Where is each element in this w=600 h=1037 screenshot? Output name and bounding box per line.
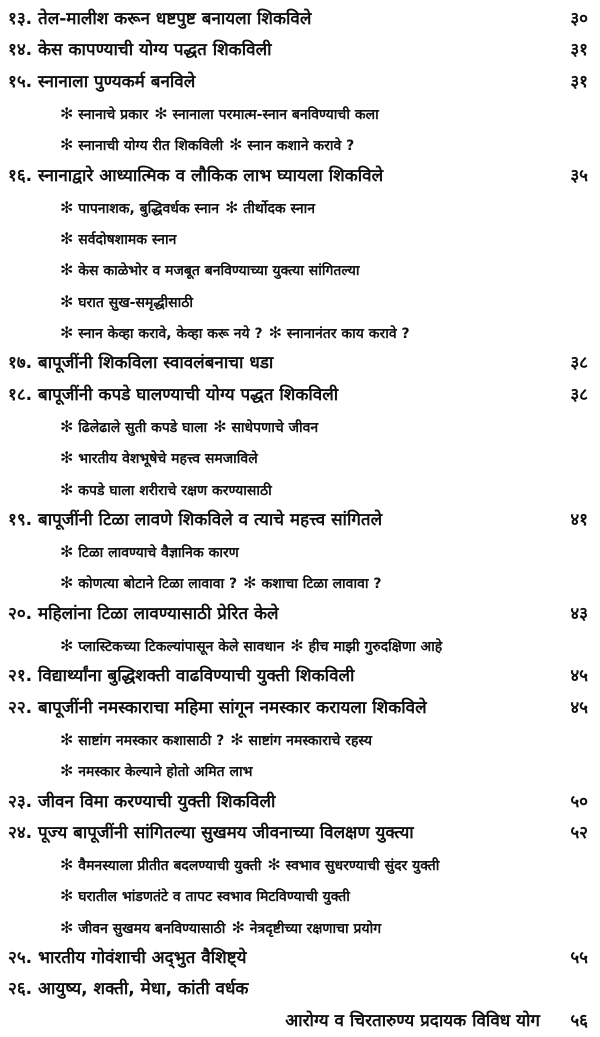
asterisk-bullet-icon: ✻	[60, 479, 74, 499]
page-number: ३८	[570, 353, 588, 374]
subtopic: भारतीय वेशभूषेचे महत्त्व समजाविले	[78, 451, 258, 468]
toc-subtopic-line	[0, 192, 600, 223]
chapter-number: २६.	[8, 979, 33, 1000]
asterisk-bullet-icon: ✻	[60, 448, 74, 468]
toc-entry	[0, 67, 600, 98]
chapter-title: बापूजींनी शिकविला स्वावलंबनाचा धडा	[38, 353, 274, 374]
subtopic: केस काळेभोर व मजबूत बनविण्याच्या युक्त्या सांगितल्या	[78, 263, 360, 280]
toc-entry	[0, 661, 600, 692]
chapter-title: विद्यार्थ्यांना बुद्धिशक्ती वाढविण्याची युक्ती शिकविली	[38, 666, 355, 687]
subtopic-group	[60, 630, 442, 663]
toc-entry	[0, 161, 600, 192]
asterisk-bullet-icon: ✻	[60, 291, 74, 311]
asterisk-bullet-icon: ✻	[230, 729, 244, 749]
asterisk-bullet-icon: ✻	[60, 917, 74, 937]
subtopic: साधेपणाचे जीवन	[231, 419, 319, 436]
toc-entry	[0, 380, 600, 411]
asterisk-bullet-icon: ✻	[213, 416, 227, 436]
subtopic: हीच माझी गुरुदक्षिणा आहे	[308, 639, 443, 655]
subtopic: स्वभाव सुधरण्याची सुंदर युक्ती	[285, 858, 440, 875]
subtopic: स्नानानंतर काय करावे ?	[286, 326, 410, 342]
chapter-title: भारतीय गोवंशाची अद्‌भुत वैशिष्ट्ये	[38, 948, 247, 968]
page-number: ५२	[570, 822, 588, 843]
asterisk-bullet-icon: ✻	[154, 103, 168, 123]
subtopic-group	[60, 192, 315, 225]
subtopic-group	[60, 98, 379, 131]
chapter-number: १९.	[8, 509, 33, 530]
subtopic-group	[60, 880, 350, 913]
toc-entry	[0, 348, 600, 379]
toc-subtopic-line	[0, 849, 600, 880]
subtopic-group	[60, 129, 354, 162]
chapter-title: केस कापण्याची योग्य पद्धत शिकविली	[38, 40, 272, 61]
subtopic-group	[60, 223, 176, 256]
subtopic-group	[60, 474, 272, 507]
asterisk-bullet-icon: ✻	[60, 573, 74, 593]
toc-entry	[0, 599, 600, 630]
toc-subtopic-line	[0, 536, 600, 567]
subtopic: साष्टांग नमस्कार कशासाठी ?	[78, 732, 225, 749]
toc-subtopic-line	[0, 254, 600, 285]
chapter-title-continued: आरोग्य व चिरतारुण्य प्रदायक विविध योग	[285, 1010, 540, 1031]
page-number: ५५	[570, 948, 588, 968]
toc-subtopic-line	[0, 129, 600, 160]
toc-subtopic-line	[0, 474, 600, 505]
asterisk-bullet-icon: ✻	[60, 855, 74, 875]
subtopic-group	[60, 567, 382, 600]
subtopic: कोणत्या बोटाने टिळा लावावा ?	[78, 576, 238, 593]
chapter-title: जीवन विमा करण्याची युक्ती शिकविली	[38, 791, 276, 812]
subtopic: स्नानाला परमात्म-स्नान बनविण्याची कला	[172, 106, 379, 123]
asterisk-bullet-icon: ✻	[60, 542, 74, 562]
asterisk-bullet-icon: ✻	[60, 729, 74, 749]
chapter-number: १६.	[8, 165, 33, 186]
subtopic: स्नानाची योग्य रीत शिकविली	[78, 138, 224, 155]
toc-subtopic-line	[0, 724, 600, 755]
chapter-number: २४.	[8, 822, 33, 843]
toc-subtopic-line	[0, 755, 600, 786]
toc-subtopic-line	[0, 630, 600, 661]
asterisk-bullet-icon: ✻	[60, 197, 74, 217]
chapter-number: १३.	[8, 9, 33, 29]
page-number: ४१	[570, 509, 588, 530]
toc-subtopic-line	[0, 98, 600, 129]
asterisk-bullet-icon: ✻	[60, 636, 74, 655]
page-number: ५६	[570, 1010, 588, 1031]
toc-entry	[0, 943, 600, 974]
subtopic: कपडे घाला शरीराचे रक्षण करण्यासाठी	[78, 482, 272, 499]
toc-entry	[0, 505, 600, 536]
chapter-title: स्नानाला पुण्यकर्म बनविले	[38, 71, 196, 92]
asterisk-bullet-icon: ✻	[243, 573, 257, 593]
page-number: ३५	[570, 165, 588, 186]
subtopic: स्नान केव्हा करावे, केव्हा करू नये ?	[78, 326, 263, 342]
subtopic-group	[60, 286, 193, 319]
toc-entry	[0, 35, 600, 66]
page-number: ३०	[570, 9, 588, 29]
page-number: ४५	[570, 666, 588, 687]
chapter-number: २०.	[8, 603, 33, 624]
subtopic: टिळा लावण्याचे वैज्ञानिक कारण	[78, 545, 239, 562]
asterisk-bullet-icon: ✻	[225, 197, 239, 217]
chapter-title: बापूजींनी टिळा लावणे शिकविले व त्याचे महत्त्व सांगितले	[38, 509, 383, 530]
chapter-number: २२.	[8, 697, 33, 718]
subtopic-group	[60, 411, 318, 444]
page-number: ४५	[570, 697, 588, 718]
subtopic: ढिलेढाले सुती कपडे घाला	[78, 419, 208, 436]
subtopic: जीवन सुखमय बनविण्यासाठी	[78, 920, 226, 937]
chapter-title: स्नानाद्वारे आध्यात्मिक व लौकिक लाभ घ्यायला शिकविले	[38, 165, 384, 186]
chapter-title: महिलांना टिळा लावण्यासाठी प्रेरित केले	[38, 603, 279, 624]
subtopic-group	[60, 317, 410, 350]
subtopic-group	[60, 724, 372, 757]
asterisk-bullet-icon: ✻	[60, 323, 74, 342]
subtopic: प्लास्टिकच्या टिकल्यांपासून केले सावधान	[78, 639, 285, 655]
asterisk-bullet-icon: ✻	[60, 103, 74, 123]
subtopic-group	[60, 536, 239, 569]
toc-subtopic-line	[0, 411, 600, 442]
toc-continuation	[0, 1006, 600, 1037]
subtopic: स्नान कशाने करावे ?	[247, 138, 355, 155]
chapter-title: तेल-मालीश करून धष्टपुष्ट बनायला शिकविले	[38, 9, 312, 29]
asterisk-bullet-icon: ✻	[231, 917, 245, 937]
page-number: ४३	[570, 603, 588, 624]
asterisk-bullet-icon: ✻	[60, 229, 74, 249]
subtopic: स्नानाचे प्रकार	[78, 106, 149, 123]
subtopic: नमस्कार केल्याने होतो अमित लाभ	[78, 764, 253, 781]
chapter-title: आयुष्य, शक्ती, मेधा, कांती वर्धक	[38, 979, 249, 1000]
chapter-title: पूज्य बापूजींनी सांगितल्या सुखमय जीवनाच्या विलक्षण युक्त्या	[38, 822, 414, 843]
asterisk-bullet-icon: ✻	[60, 260, 74, 280]
toc-entry	[0, 4, 600, 35]
subtopic-group	[60, 849, 439, 882]
asterisk-bullet-icon: ✻	[60, 886, 74, 906]
toc-subtopic-line	[0, 880, 600, 911]
toc-entry	[0, 974, 600, 1005]
subtopic: पापनाशक, बुद्धिवर्धक स्नान	[78, 200, 220, 217]
chapter-number: २५.	[8, 948, 33, 968]
toc-subtopic-line	[0, 317, 600, 348]
subtopic-group	[60, 442, 258, 475]
toc-entry	[0, 787, 600, 818]
asterisk-bullet-icon: ✻	[268, 323, 283, 342]
subtopic: वैमनस्याला प्रीतीत बदलण्याची युक्ती	[78, 858, 262, 875]
chapter-number: २१.	[8, 666, 33, 687]
subtopic: घरातील भांडणतंटे व तापट स्वभाव मिटविण्याची युक्ती	[78, 889, 350, 906]
toc-entry	[0, 818, 600, 849]
subtopic-group	[60, 912, 381, 945]
chapter-number: १८.	[8, 384, 33, 405]
chapter-title: बापूजींनी कपडे घालण्याची योग्य पद्धत शिकविली	[38, 384, 339, 405]
chapter-title: बापूजींनी नमस्काराचा महिमा सांगून नमस्कार करायला शिकविले	[38, 697, 427, 718]
asterisk-bullet-icon: ✻	[60, 761, 74, 781]
page-number: ३१	[570, 40, 588, 61]
asterisk-bullet-icon: ✻	[229, 135, 243, 155]
asterisk-bullet-icon: ✻	[60, 135, 74, 155]
subtopic-group	[60, 755, 252, 788]
subtopic: सर्वदोषशामक स्नान	[78, 232, 177, 249]
subtopic: कशाचा टिळा लावावा ?	[261, 576, 382, 593]
chapter-number: १५.	[8, 71, 33, 92]
subtopic: घरात सुख-समृद्धीसाठी	[78, 294, 193, 311]
asterisk-bullet-icon: ✻	[267, 855, 281, 875]
chapter-number: १४.	[8, 40, 33, 61]
chapter-number: २३.	[8, 791, 33, 812]
chapter-number: १७.	[8, 353, 33, 374]
toc-subtopic-line	[0, 442, 600, 473]
toc-entry	[0, 693, 600, 724]
toc-subtopic-line	[0, 286, 600, 317]
subtopic: साष्टांग नमस्काराचे रहस्य	[248, 732, 372, 749]
page-number: ३१	[570, 71, 588, 92]
toc-subtopic-line	[0, 567, 600, 598]
page-number: ५०	[570, 791, 588, 812]
asterisk-bullet-icon: ✻	[290, 636, 304, 655]
asterisk-bullet-icon: ✻	[60, 416, 74, 436]
toc-subtopic-line	[0, 223, 600, 254]
subtopic: तीर्थोदक स्नान	[243, 200, 316, 217]
subtopic-group	[60, 254, 359, 287]
subtopic: नेत्रदृष्टीच्या रक्षणाचा प्रयोग	[249, 920, 382, 937]
page-number: ३८	[570, 384, 588, 405]
toc-subtopic-line	[0, 912, 600, 943]
